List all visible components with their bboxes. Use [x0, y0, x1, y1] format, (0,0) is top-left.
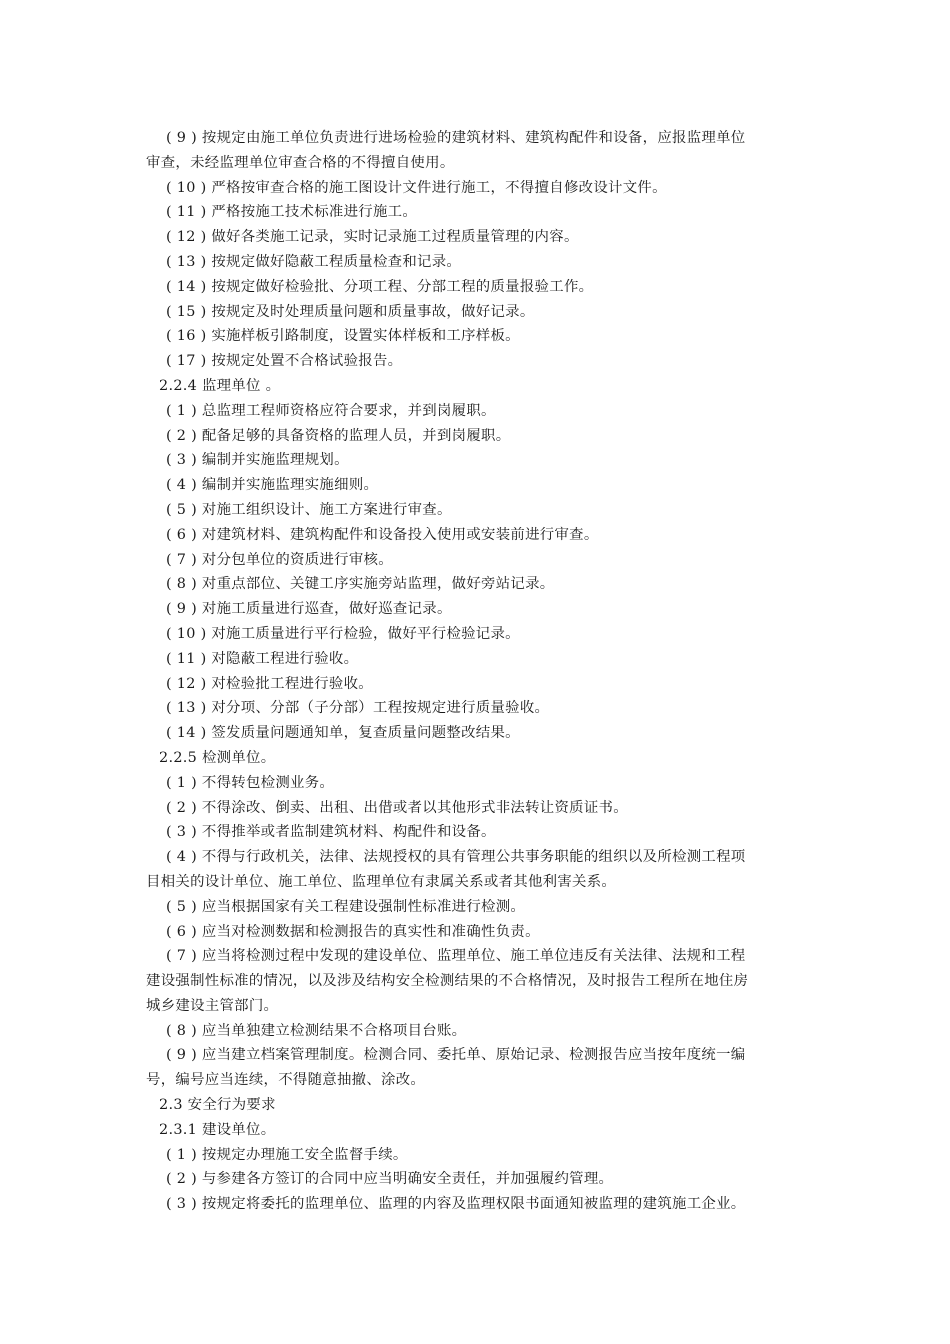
text-line: ( 4 ) 不得与行政机关，法律、法规授权的具有管理公共事务职能的组织以及所检测工程项 — [166, 849, 746, 866]
text-line: ( 14 ) 按规定做好检验批、分项工程、分部工程的质量报验工作。 — [166, 278, 594, 295]
text-line: ( 13 ) 对分项、分部（子分部）工程按规定进行质量验收。 — [166, 700, 550, 717]
text-line: ( 12 ) 做好各类施工记录，实时记录施工过程质量管理的内容。 — [166, 229, 579, 246]
text-line: ( 2 ) 不得涂改、倒卖、出租、出借或者以其他形式非法转让资质证书。 — [166, 799, 628, 816]
text-line: ( 4 ) 编制并实施监理实施细则。 — [166, 477, 379, 494]
text-line: ( 7 ) 应当将检测过程中发现的建设单位、监理单位、施工单位违反有关法律、法规和工程 — [166, 948, 746, 965]
text-line: ( 3 ) 按规定将委托的监理单位、监理的内容及监理权限书面通知被监理的建筑施工企业。 — [166, 1196, 746, 1213]
text-line: ( 9 ) 应当建立档案管理制度。检测合同、委托单、原始记录、检测报告应当按年度统一编 — [166, 1047, 746, 1064]
text-line: ( 6 ) 对建筑材料、建筑构配件和设备投入使用或安装前进行审查。 — [166, 526, 599, 543]
text-line: ( 11 ) 严格按施工技术标准进行施工。 — [166, 204, 418, 221]
section-heading: 2.2.4 监理单位 。 — [159, 377, 281, 394]
text-line: 号，编号应当连续，不得随意抽撤、涂改。 — [146, 1072, 426, 1089]
document-page — [146, 126, 812, 1217]
text-line: ( 17 ) 按规定处置不合格试验报告。 — [166, 353, 403, 370]
text-line: ( 6 ) 应当对检测数据和检测报告的真实性和准确性负责。 — [166, 923, 540, 940]
text-line: 审查，未经监理单位审查合格的不得擅自使用。 — [146, 154, 455, 171]
text-line: ( 12 ) 对检验批工程进行验收。 — [166, 675, 373, 692]
text-line: ( 9 ) 对施工质量进行巡查，做好巡查记录。 — [166, 601, 452, 618]
text-line: ( 10 ) 对施工质量进行平行检验，做好平行检验记录。 — [166, 625, 520, 642]
text-line: ( 16 ) 实施样板引路制度，设置实体样板和工序样板。 — [166, 328, 520, 345]
text-line: ( 5 ) 应当根据国家有关工程建设强制性标准进行检测。 — [166, 898, 526, 915]
text-line: ( 14 ) 签发质量问题通知单，复查质量问题整改结果。 — [166, 725, 520, 742]
text-line: 建设强制性标准的情况，以及涉及结构安全检测结果的不合格情况，及时报告工程所在地住房 — [146, 973, 749, 990]
text-line: ( 2 ) 与参建各方签订的合同中应当明确安全责任，并加强履约管理。 — [166, 1171, 614, 1188]
text-line: 城乡建设主管部门。 — [146, 997, 279, 1014]
section-heading: 2.2.5 检测单位。 — [159, 749, 276, 766]
text-line: ( 8 ) 对重点部位、关键工序实施旁站监理，做好旁站记录。 — [166, 576, 555, 593]
text-line: ( 1 ) 按规定办理施工安全监督手续。 — [166, 1146, 408, 1163]
text-line: ( 2 ) 配备足够的具备资格的监理人员，并到岗履职。 — [166, 427, 511, 444]
text-line: ( 10 ) 严格按审查合格的施工图设计文件进行施工，不得擅自修改设计文件。 — [166, 179, 667, 196]
text-line: ( 1 ) 不得转包检测业务。 — [166, 774, 335, 791]
text-line: ( 9 ) 按规定由施工单位负责进行进场检验的建筑材料、建筑构配件和设备，应报监理单位 — [166, 130, 746, 146]
section-heading: 2.3.1 建设单位。 — [159, 1121, 276, 1138]
text-line: ( 3 ) 不得推举或者监制建筑材料、构配件和设备。 — [166, 824, 496, 841]
section-heading: 2.3 安全行为要求 — [159, 1097, 276, 1114]
text-line: ( 13 ) 按规定做好隐蔽工程质量检查和记录。 — [166, 253, 462, 270]
text-line: 目相关的设计单位、施工单位、监理单位有隶属关系或者其他利害关系。 — [146, 873, 617, 890]
text-line: ( 1 ) 总监理工程师资格应符合要求，并到岗履职。 — [166, 402, 496, 419]
text-line: ( 15 ) 按规定及时处理质量问题和质量事故，做好记录。 — [166, 303, 535, 320]
text-line: ( 7 ) 对分包单位的资质进行审核。 — [166, 551, 393, 568]
text-line: ( 8 ) 应当单独建立检测结果不合格项目台账。 — [166, 1022, 467, 1039]
text-line: ( 5 ) 对施工组织设计、施工方案进行审查。 — [166, 501, 452, 518]
text-line: ( 11 ) 对隐蔽工程进行验收。 — [166, 650, 359, 667]
text-line: ( 3 ) 编制并实施监理规划。 — [166, 452, 349, 469]
